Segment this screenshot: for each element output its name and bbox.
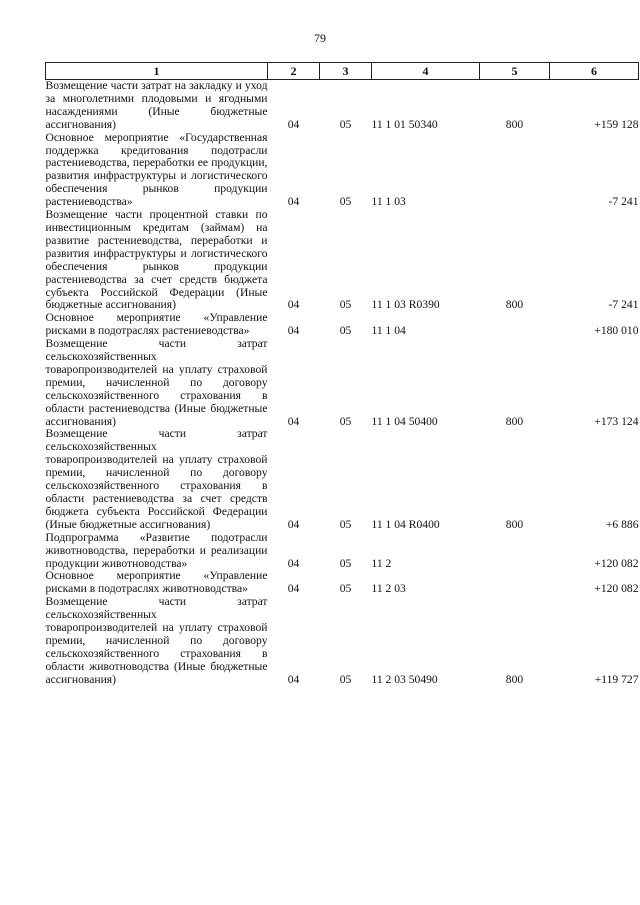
- row-expense-type: [480, 312, 550, 338]
- table-row: [46, 428, 639, 531]
- row-subsection: 05: [339, 556, 352, 570]
- table-row: [46, 80, 639, 132]
- row-description: Возмещение части затрат сельскохозяйственных товаропроизводителей на уплату страховой премии, начисленной по договору сельскохозяйственного страхования в области растениеводства за счет средств бюджета субъекта Российской Федерации (Иные бюджетные ассигнования): [45, 427, 268, 531]
- budget-table: [45, 62, 639, 687]
- table-row: [46, 570, 639, 596]
- row-subsection: 05: [339, 414, 352, 428]
- page-number: 79: [314, 31, 326, 45]
- row-amount: +159 128: [594, 117, 639, 131]
- table-row: [46, 532, 639, 571]
- row-description: Возмещение части затрат на закладку и уход за многолетними плодовыми и ягодными насаждениями (Иные бюджетные ассигнования): [45, 79, 268, 131]
- row-subsection: 05: [339, 324, 352, 338]
- row-section: 04: [287, 117, 300, 131]
- row-subsection: 05: [339, 517, 352, 531]
- row-expense-type: [480, 570, 550, 596]
- row-section: 04: [287, 195, 300, 209]
- row-expense-type: 800: [505, 298, 524, 312]
- header-col-6: 6: [550, 63, 639, 80]
- row-description: Возмещение части затрат сельскохозяйственных товаропроизводителей на уплату страховой премии, начисленной по договору сельскохозяйственного страхования в области растениеводства (Иные бюджетные ассигнования): [45, 337, 268, 428]
- row-amount: -7 241: [608, 298, 639, 312]
- row-amount: -7 241: [608, 195, 639, 209]
- row-target-code: 11 1 03 R0390: [371, 298, 440, 312]
- row-description: Основное мероприятие «Государственная поддержка кредитования подотрасли растениеводства, переработки ее продукции, развития инфраструктуры и логистического обеспечения рынков продукции растениеводства»: [45, 130, 268, 209]
- row-expense-type: [480, 532, 550, 571]
- row-subsection: 05: [339, 298, 352, 312]
- row-description: Возмещение части затрат сельскохозяйственных товаропроизводителей на уплату страховой премии, начисленной по договору сельскохозяйственного страхования в области животноводства (Иные бюджетные ассигнования): [45, 595, 268, 686]
- header-col-5: 5: [480, 63, 550, 80]
- row-section: 04: [287, 672, 300, 686]
- row-target-code: 11 1 04: [371, 324, 406, 338]
- row-amount: +173 124: [594, 414, 639, 428]
- row-subsection: 05: [339, 582, 352, 596]
- row-description: Подпрограмма «Развитие подотрасли животноводства, переработки и реализации продукции животноводства»: [45, 530, 268, 570]
- row-amount: +120 082: [594, 582, 639, 596]
- row-target-code: 11 2 03: [371, 582, 406, 596]
- row-section: 04: [287, 556, 300, 570]
- table-row: [46, 338, 639, 428]
- row-section: 04: [287, 324, 300, 338]
- row-section: 04: [287, 298, 300, 312]
- header-col-3: 3: [320, 63, 372, 80]
- row-expense-type: 800: [505, 517, 524, 531]
- row-expense-type: 800: [505, 117, 524, 131]
- row-description: Основное мероприятие «Управление рисками в подотраслях животноводства»: [45, 569, 268, 596]
- header-col-1: 1: [46, 63, 268, 80]
- row-amount: +120 082: [594, 556, 639, 570]
- row-target-code: 11 2 03 50490: [371, 672, 438, 686]
- row-target-code: 11 1 01 50340: [371, 117, 438, 131]
- row-expense-type: 800: [505, 672, 524, 686]
- table-row: [46, 312, 639, 338]
- header-col-2: 2: [268, 63, 320, 80]
- header-col-4: 4: [372, 63, 480, 80]
- row-target-code: 11 1 03: [371, 195, 406, 209]
- row-target-code: 11 2: [371, 556, 392, 570]
- row-amount: +180 010: [594, 324, 639, 338]
- row-subsection: 05: [339, 195, 352, 209]
- row-amount: +119 727: [594, 672, 639, 686]
- row-amount: +6 886: [605, 517, 639, 531]
- table-row: [46, 209, 639, 312]
- row-target-code: 11 1 04 50400: [371, 414, 438, 428]
- table-row: [46, 596, 639, 686]
- row-section: 04: [287, 414, 300, 428]
- row-section: 04: [287, 582, 300, 596]
- table-row: [46, 132, 639, 209]
- row-subsection: 05: [339, 117, 352, 131]
- row-description: Основное мероприятие «Управление рисками в подотраслях растениеводства»: [45, 311, 268, 338]
- row-description: Возмещение части процентной ставки по инвестиционным кредитам (займам) на развитие растениеводства, переработки и развития инфраструктуры и логистического обеспечения рынков продукции растениеводства за счет средств бюджета субъекта Российской Федерации (Иные бюджетные ассигнования): [45, 208, 268, 312]
- row-section: 04: [287, 517, 300, 531]
- row-target-code: 11 1 04 R0400: [371, 517, 440, 531]
- table-header-row: [46, 63, 639, 80]
- row-subsection: 05: [339, 672, 352, 686]
- row-expense-type: [480, 132, 550, 209]
- row-expense-type: 800: [505, 414, 524, 428]
